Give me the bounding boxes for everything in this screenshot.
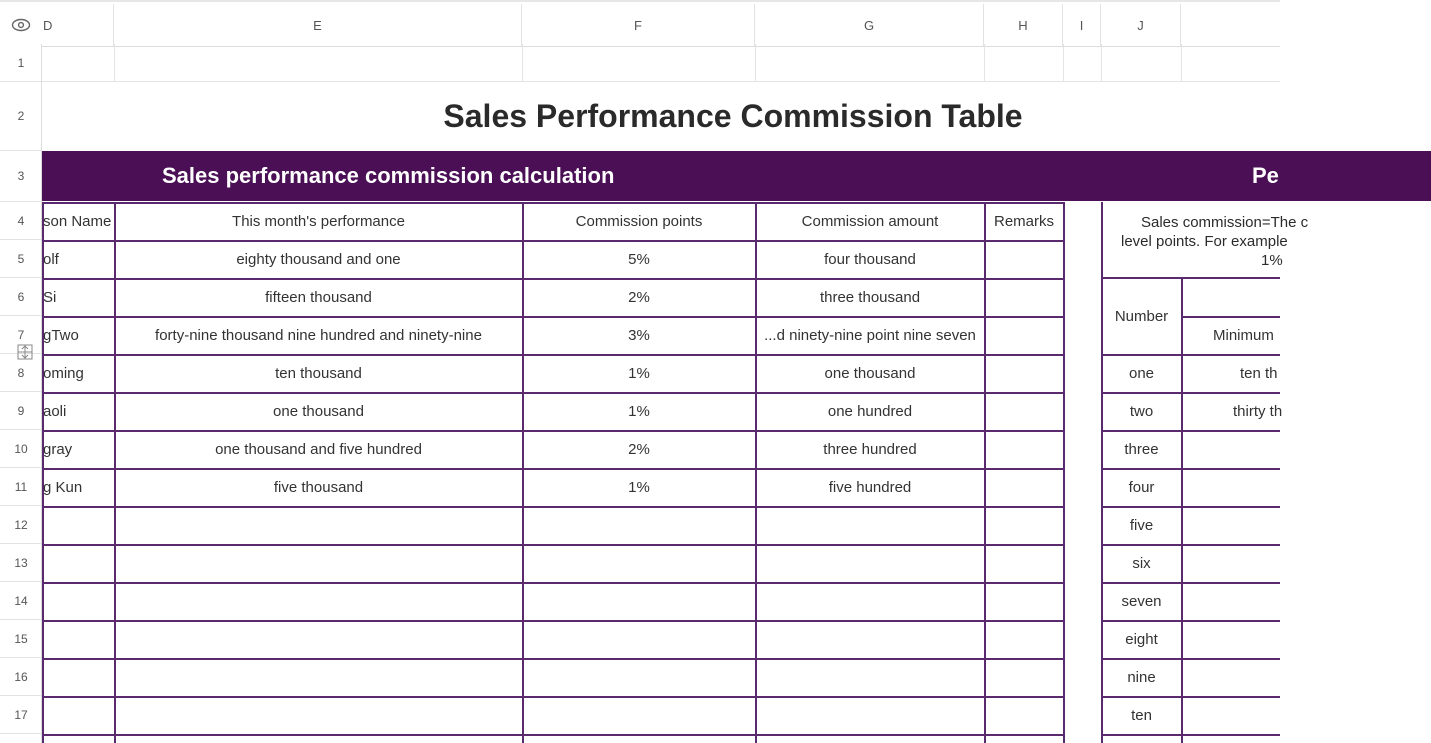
level-number[interactable]: six [1132,555,1151,572]
table-cell[interactable]: oming [43,365,84,382]
table-cell[interactable]: Si [43,289,57,306]
column-header-h[interactable]: H [984,4,1063,46]
table-cell[interactable]: five thousand [273,479,364,496]
eye-icon[interactable] [0,4,42,46]
header-minimum[interactable]: Minimum [1213,327,1274,344]
row-header[interactable]: 7 [0,316,42,354]
table-cell[interactable]: ...d ninety-nine point nine seven [764,327,976,344]
page-title: Sales Performance Commission Table [443,97,1023,134]
level-minimum[interactable]: ten th [1240,365,1278,382]
table-cell[interactable] [985,469,1063,506]
table-cell[interactable]: gTwo [43,327,79,344]
table-cell[interactable] [985,393,1063,430]
column-header-e[interactable]: E [114,4,522,46]
row-header[interactable]: 3 [0,151,42,202]
table-cell[interactable]: aoli [43,403,67,420]
table-cell[interactable] [985,241,1063,278]
column-header-d[interactable]: D [42,4,114,46]
table-cell[interactable]: 1% [628,365,650,382]
right-section-banner [1101,151,1431,201]
header-commission-points[interactable]: Commission points [575,213,703,230]
table-cell[interactable]: eighty thousand and one [236,251,401,268]
left-banner-label: Sales performance commission calculation [162,163,615,188]
column-header-f[interactable]: F [522,4,755,46]
table-cell[interactable] [985,431,1063,468]
table-cell[interactable]: gray [43,441,73,458]
table-cell[interactable] [985,279,1063,316]
header-number[interactable]: Number [1114,307,1169,325]
table-cell[interactable]: 1% [628,479,650,496]
row-header[interactable]: 12 [0,506,42,544]
right-banner-label: Pe [1252,163,1279,188]
level-number[interactable]: three [1124,441,1159,458]
level-number[interactable]: ten [1131,707,1152,724]
table-cell[interactable]: g Kun [43,479,83,496]
note-line: 1% [1261,252,1283,269]
column-header-k[interactable] [1181,4,1280,46]
table-cell[interactable]: one thousand [824,365,916,382]
table-cell[interactable]: three hundred [823,441,917,458]
commission-note[interactable] [1101,203,1309,277]
level-number[interactable]: four [1128,479,1155,496]
table-cell[interactable]: one hundred [827,403,913,420]
table-cell[interactable]: 2% [628,289,650,306]
level-number[interactable]: eight [1125,631,1158,648]
left-section-banner [42,151,1183,201]
column-header-j[interactable]: J [1101,4,1181,46]
table-cell[interactable]: four thousand [824,251,916,268]
table-cell[interactable]: 3% [628,327,650,344]
table-cell[interactable]: olf [43,251,59,268]
header-person-name[interactable]: son Name [43,213,112,230]
table-cell[interactable]: 1% [628,403,650,420]
row-header[interactable]: 6 [0,278,42,316]
level-number[interactable]: nine [1127,669,1156,686]
column-header-bar [0,0,1280,47]
row-header[interactable]: 2 [0,82,42,151]
column-header-g[interactable]: G [755,4,984,46]
table-cell[interactable]: 2% [628,441,650,458]
level-number[interactable]: one [1128,365,1155,382]
row-header[interactable]: 8 [0,354,42,392]
header-remarks[interactable]: Remarks [993,213,1054,230]
row-header[interactable]: 17 [0,696,42,734]
table-cell[interactable]: five hundred [828,479,912,496]
level-number[interactable]: two [1129,403,1154,420]
table-cell[interactable]: 5% [628,251,650,268]
row-header[interactable]: 16 [0,658,42,696]
table-cell[interactable] [985,317,1063,354]
row-header[interactable]: 11 [0,468,42,506]
table-cell[interactable] [985,355,1063,392]
row-header[interactable]: 15 [0,620,42,658]
row-header[interactable]: 10 [0,430,42,468]
level-number[interactable]: five [1129,517,1154,534]
header-performance[interactable]: This month's performance [232,213,405,230]
table-cell[interactable]: one thousand [273,403,364,420]
row-header[interactable]: 9 [0,392,42,430]
table-cell[interactable]: ten thousand [275,365,362,382]
table-cell[interactable]: one thousand and five hundred [215,441,422,458]
row-header[interactable]: 1 [0,44,42,82]
level-minimum[interactable]: thirty th [1233,403,1283,420]
row-header[interactable]: 5 [0,240,42,278]
row-header[interactable]: 13 [0,544,42,582]
level-number[interactable]: seven [1121,593,1162,610]
row-header[interactable]: 14 [0,582,42,620]
table-cell[interactable]: forty-nine thousand nine hundred and ninety-nine [155,327,482,344]
header-commission-amount[interactable]: Commission amount [801,213,939,230]
row-header[interactable]: 4 [0,202,42,240]
table-cell[interactable]: fifteen thousand [265,289,372,306]
column-header-i[interactable]: I [1063,4,1101,46]
table-cell[interactable]: three thousand [819,289,921,306]
note-line: level points. For example [1121,233,1288,250]
freeze-handle-icon[interactable] [16,343,34,361]
note-line: Sales commission=The c [1141,214,1309,231]
